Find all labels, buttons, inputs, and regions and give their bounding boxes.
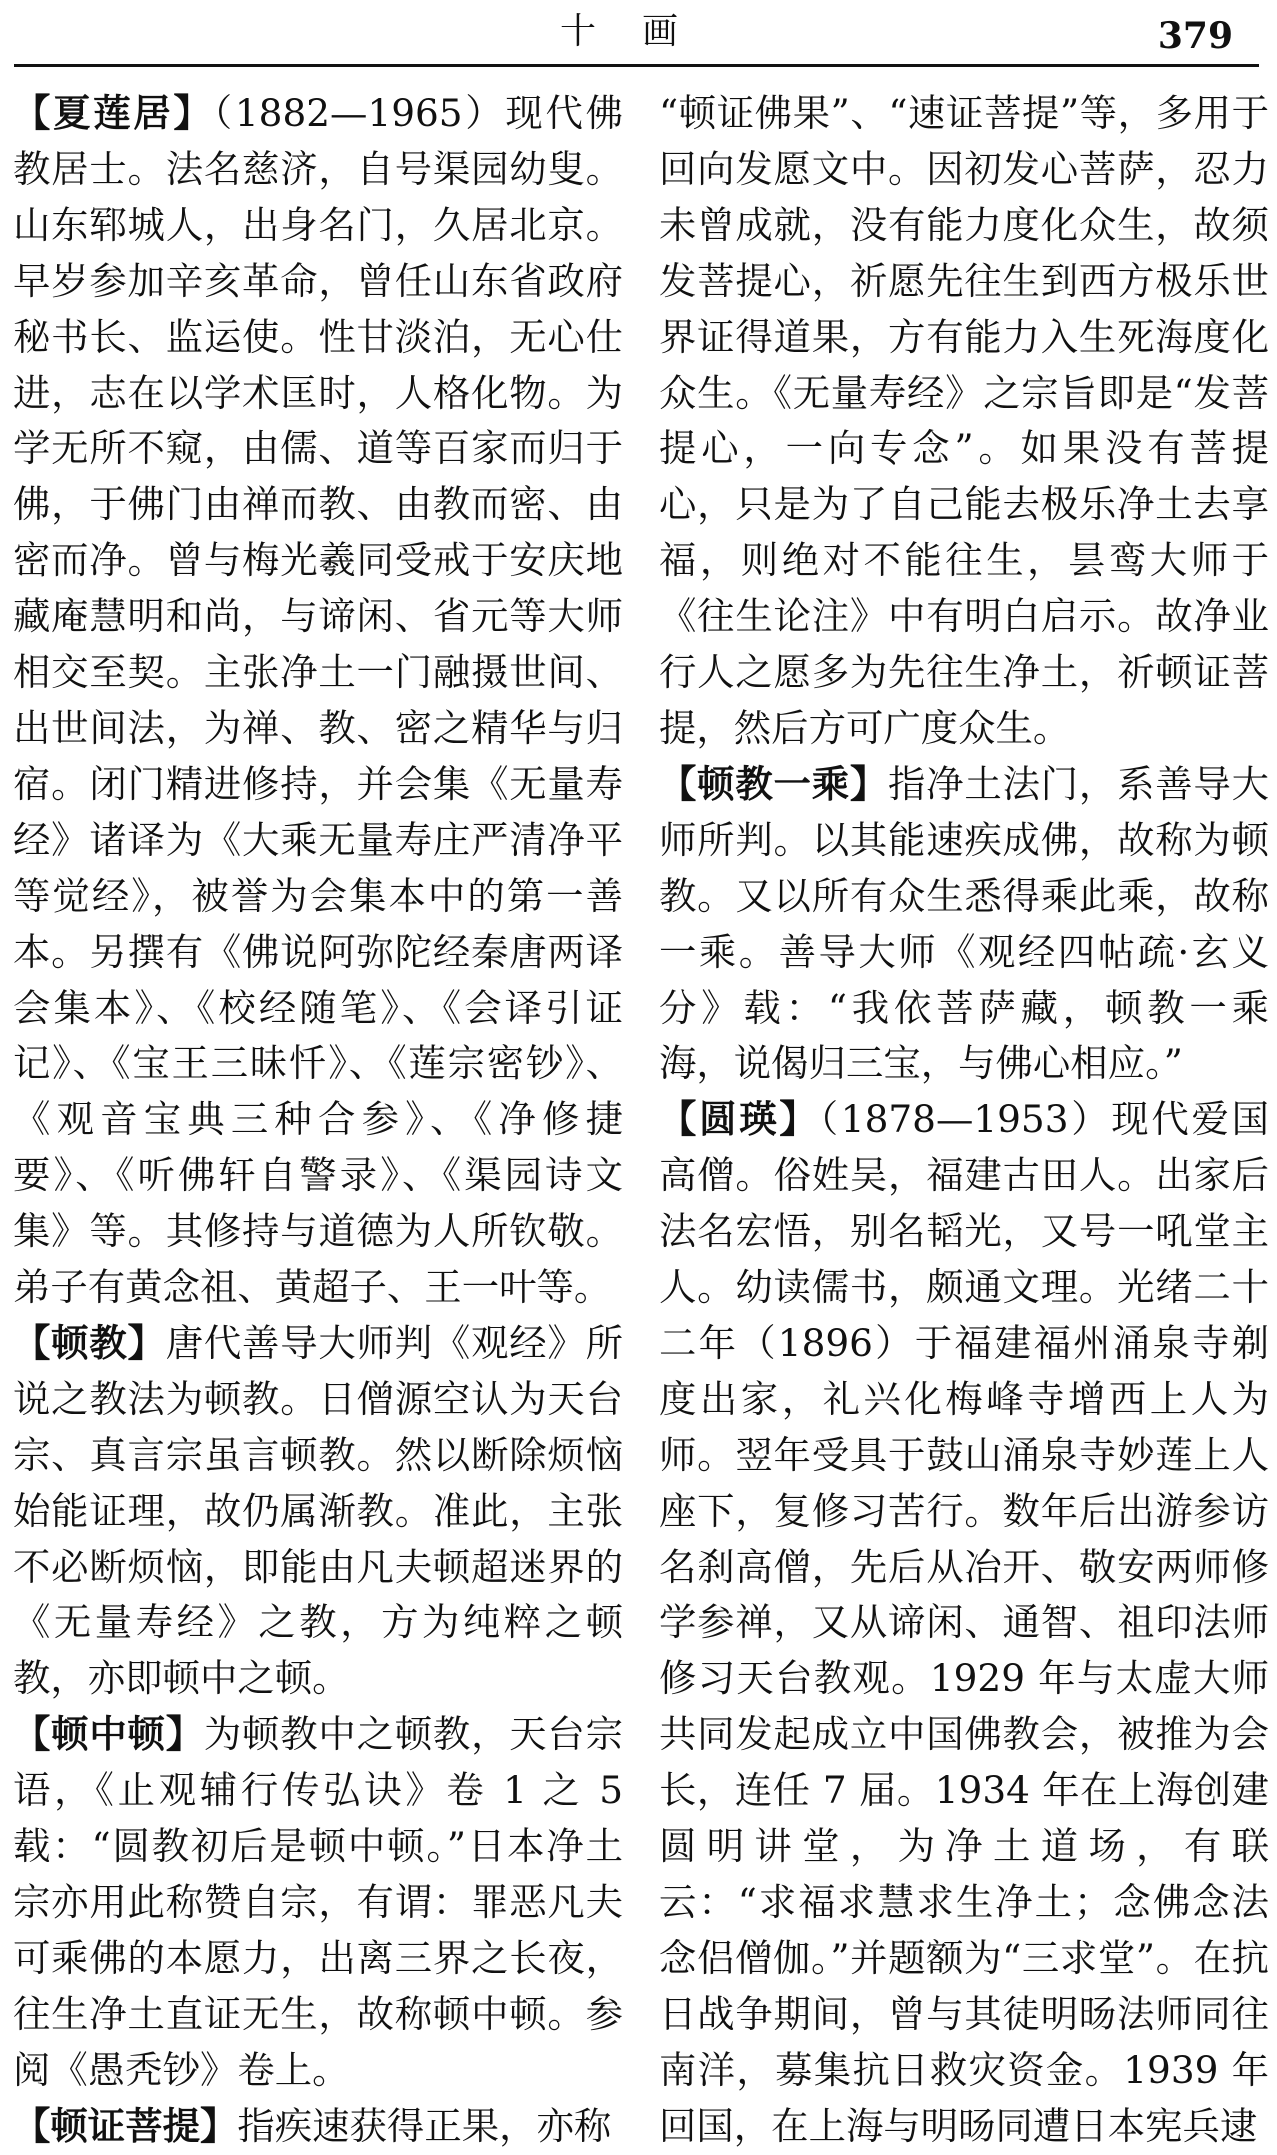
dictionary-entry-continued xyxy=(659,86,1269,757)
left-column xyxy=(13,86,623,2155)
page-number: 379 xyxy=(1157,15,1233,57)
entry-body: 为顿教中之顿教，天台宗语，《止观辅行传弘诀》卷 1 之 5 载：“圆教初后是顿中顿。”日本净土宗亦用此称赞自宗，有谓：罪恶凡夫可乘佛的本愿力，出离三界之长夜，往生净土直证无生，故称顿中顿。参阅《愚秃钞》卷上。 xyxy=(13,1712,623,2092)
running-head: 十画 xyxy=(560,11,725,52)
page-header xyxy=(0,0,1277,70)
dictionary-entry xyxy=(13,86,623,1316)
right-column xyxy=(659,86,1269,2155)
dictionary-entry xyxy=(13,1316,623,1707)
entry-body: （1878—1953）现代爱国高僧。俗姓吴，福建古田人。出家后法名宏悟，别名韬光，又号一吼堂主人。幼读儒书，颇通文理。光绪二十二年（1896）于福建福州涌泉寺剃度出家，礼兴化梅峰寺增西上人为师。翌年受具于鼓山涌泉寺妙莲上人座下，复修习苦行。数年后出游参访名刹高僧，先后从冶开、敬安两师修学参禅，又从谛闲、通智、祖印法师修习天台教观。1929 年与太虚大师共同发起成立中国佛教会，被推为会长，连任 7 届。1934 年在上海创建圆明讲堂，为净土道场，有联云：“求福求慧求生净土；念佛念法念侣僧伽。”并题额为“三求堂”。在抗日战争期间，曾与其徒明旸法师同往南洋，募集抗日救灾资金。1939 年回国，在上海与明旸同遭日本宪兵逮 xyxy=(659,1097,1269,2148)
dictionary-entry xyxy=(659,757,1269,1092)
entry-headword: 【圆瑛】 xyxy=(659,1097,820,1142)
entry-headword: 【顿教一乘】 xyxy=(659,761,889,806)
entry-body: 指疾速获得正果，亦称 xyxy=(237,2103,612,2148)
entry-body: （1882—1965）现代佛教居士。法名慈济，自号渠园幼叟。山东郓城人，出身名门，久居北京。早岁参加辛亥革命，曾任山东省政府秘书长、监运使。性甘淡泊，无心仕进，志在以学术匡时，人格化物。为学无所不窥，由儒、道等百家而归于佛，于佛门由禅而教、由教而密、由密而净。曾与梅光羲同受戒于安庆地藏庵慧明和尚，与谛闲、省元等大师相交至契。主张净土一门融摄世间、出世间法，为禅、教、密之精华与归宿。闭门精进修持，并会集《无量寿经》诸译为《大乘无量寿庄严清净平等觉经》，被誉为会集本中的第一善本。另撰有《佛说阿弥陀经秦唐两译会集本》、《校经随笔》、《会译引证记》、《宝王三昧忏》、《莲宗密钞》、《观音宝典三种合参》、《净修捷要》、《听佛轩自警录》、《渠园诗文集》等。其修持与道德为人所钦敬。弟子有黄念祖、黄超子、王一叶等。 xyxy=(13,91,623,1310)
header-rule xyxy=(14,64,1259,67)
entry-body: 唐代善导大师判《观经》所说之教法为顿教。日僧源空认为天台宗、真言宗虽言顿教。然以断除烦恼始能证理，故仍属渐教。准此，主张不必断烦恼，即能由凡夫顿超迷界的《无量寿经》之教，方为纯粹之顿教，亦即顿中之顿。 xyxy=(13,1320,623,1701)
entry-headword: 【顿证菩提】 xyxy=(13,2103,238,2148)
entry-headword: 【顿教】 xyxy=(13,1320,166,1365)
entry-headword: 【顿中顿】 xyxy=(13,1712,204,1757)
entry-body: 指净土法门，系善导大师所判。以其能速疾成佛，故称为顿教。又以所有众生悉得乘此乘，故称一乘。善导大师《观经四帖疏·玄义分》载：“我依菩萨藏，顿教一乘海，说偈归三宝，与佛心相应。” xyxy=(659,761,1269,1086)
dictionary-entry xyxy=(13,2099,623,2155)
dictionary-entry xyxy=(13,1707,623,2098)
dictionary-entry xyxy=(659,1092,1269,2154)
entry-body: “顿证佛果”、“速证菩提”等，多用于回向发愿文中。因初发心菩萨，忍力未曾成就，没有能力度化众生，故须发菩提心，祈愿先往生到西方极乐世界证得道果，方有能力入生死海度化众生。《无量寿经》之宗旨即是“发菩提心，一向专念”。如果没有菩提心，只是为了自己能去极乐净土去享福，则绝对不能往生，昙鸾大师于《往生论注》中有明白启示。故净业行人之愿多为先往生净土，祈顿证菩提，然后方可广度众生。 xyxy=(659,91,1269,750)
entry-headword: 【夏莲居】 xyxy=(13,91,214,135)
